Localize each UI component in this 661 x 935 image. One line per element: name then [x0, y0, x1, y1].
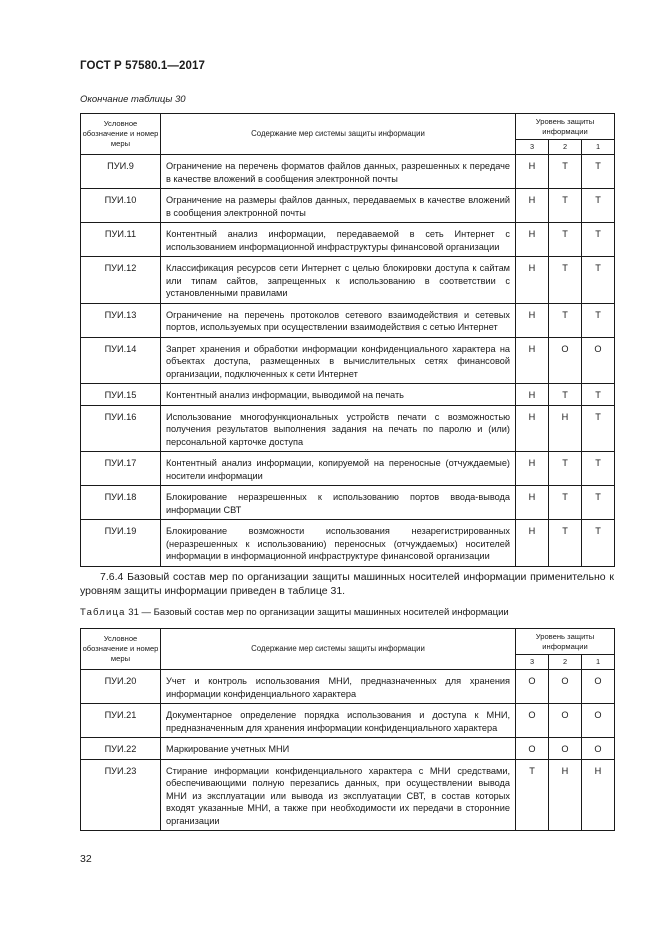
- level-3-value: О: [516, 704, 549, 738]
- level-1-value: О: [582, 704, 615, 738]
- level-2-value: О: [549, 704, 582, 738]
- table-row: [81, 486, 615, 520]
- level-1-value: Т: [582, 189, 615, 223]
- level-2-value: Т: [549, 257, 582, 304]
- document-header: ГОСТ Р 57580.1—2017: [80, 60, 205, 72]
- measure-description: Контентный анализ информации, выводимой на печать: [161, 384, 516, 406]
- level-2-value: О: [549, 670, 582, 704]
- table-31-caption: [80, 607, 509, 618]
- table-row: [81, 670, 615, 704]
- measure-description: Контентный анализ информации, копируемой на переносные (отчуждаемые) носители информации: [161, 452, 516, 486]
- column-header-level: Уровень защиты информации: [516, 114, 615, 140]
- measure-description: Использование многофункциональных устройств печати с возможностью получения результатов выполнения задания на печать по паролю и (или) персональной карточке доступа: [161, 405, 516, 452]
- table-31-caption-text: 31 — Базовый состав мер по организации защиты машинных носителей информации: [128, 607, 509, 618]
- level-1-value: Т: [582, 452, 615, 486]
- level-3-value: Н: [516, 486, 549, 520]
- level-3-value: О: [516, 738, 549, 760]
- table-row: [81, 704, 615, 738]
- measure-code: ПУИ.18: [81, 486, 161, 520]
- table-row: [81, 738, 615, 760]
- level-3-value: Н: [516, 303, 549, 337]
- measure-description: Ограничение на размеры файлов данных, передаваемых в качестве вложений в сообщения электронной почты: [161, 189, 516, 223]
- level-2-value: Т: [549, 223, 582, 257]
- level-1-value: Н: [582, 759, 615, 831]
- level-2-value: Т: [549, 452, 582, 486]
- measure-description: Стирание информации конфиденциального характера с МНИ средствами, обеспечивающими полную перезапись данных, при осуществлении вывода МНИ из эксплуатации или вывода из эксплуатации СВТ, в состав которых входят указанные МНИ, а также при необходимости их передачи в сторонние организации: [161, 759, 516, 831]
- table-30-caption: Окончание таблицы 30: [80, 94, 186, 105]
- column-header-content: Содержание мер системы защиты информации: [161, 114, 516, 155]
- table-30: [80, 113, 615, 567]
- measure-description: Классификация ресурсов сети Интернет с целью блокировки доступа к сайтам или типам сайтов, запрещенных к использованию в соответствии с установленными правилами: [161, 257, 516, 304]
- table-row: [81, 303, 615, 337]
- level-2-value: Т: [549, 384, 582, 406]
- level-3-value: Н: [516, 189, 549, 223]
- level-2-value: Н: [549, 759, 582, 831]
- level-3-header: 3: [516, 655, 549, 670]
- column-header-code: Условное обозначение и номер меры: [81, 114, 161, 155]
- measure-code: ПУИ.9: [81, 155, 161, 189]
- section-paragraph: [80, 570, 614, 598]
- table-31: [80, 628, 615, 831]
- table-row: [81, 337, 615, 384]
- paragraph-text: 7.6.4 Базовый состав мер по организации защиты машинных носителей информации применительно к уровням защиты информации приведен в таблице 31.: [80, 571, 614, 597]
- level-2-header: 2: [549, 140, 582, 155]
- measure-description: Маркирование учетных МНИ: [161, 738, 516, 760]
- level-3-value: Н: [516, 452, 549, 486]
- table-row: [81, 759, 615, 831]
- table-row: [81, 155, 615, 189]
- level-3-value: Н: [516, 155, 549, 189]
- measure-description: Ограничение на перечень форматов файлов данных, разрешенных к передаче в качестве вложений в сообщения электронной почты: [161, 155, 516, 189]
- level-1-value: Т: [582, 257, 615, 304]
- table-row: [81, 257, 615, 304]
- level-1-value: О: [582, 337, 615, 384]
- level-2-value: О: [549, 738, 582, 760]
- level-1-value: Т: [582, 223, 615, 257]
- level-2-value: Т: [549, 189, 582, 223]
- level-2-value: Т: [549, 486, 582, 520]
- level-2-value: Т: [549, 303, 582, 337]
- measure-description: Блокирование возможности использования незарегистрированных (неразрешенных к использованию) переносных (отчуждаемых) носителей информации в информационной инфраструктуре финансовой организации: [161, 520, 516, 567]
- level-2-value: Т: [549, 155, 582, 189]
- level-3-value: Н: [516, 405, 549, 452]
- table-row: [81, 189, 615, 223]
- table-row: [81, 520, 615, 567]
- measure-description: Контентный анализ информации, передаваемой в сеть Интернет с использованием информационной инфраструктуры финансовой организации: [161, 223, 516, 257]
- level-3-value: Н: [516, 520, 549, 567]
- table-row: [81, 384, 615, 406]
- level-1-value: О: [582, 738, 615, 760]
- measure-code: ПУИ.22: [81, 738, 161, 760]
- table-31-caption-label: Таблица: [80, 607, 126, 618]
- measure-code: ПУИ.16: [81, 405, 161, 452]
- level-3-value: Н: [516, 257, 549, 304]
- table-row: [81, 405, 615, 452]
- page-number: 32: [80, 853, 92, 865]
- measure-code: ПУИ.20: [81, 670, 161, 704]
- measure-description: Ограничение на перечень протоколов сетевого взаимодействия и сетевых портов, используемых при осуществлении взаимодействия с сетью Интернет: [161, 303, 516, 337]
- measure-code: ПУИ.12: [81, 257, 161, 304]
- table-row: [81, 452, 615, 486]
- measure-description: Запрет хранения и обработки информации конфиденциального характера на объектах доступа, размещенных в вычислительных сетях финансовой организации, подключенных к сети Интернет: [161, 337, 516, 384]
- measure-description: Документарное определение порядка использования и доступа к МНИ, предназначенным для хранения информации конфиденциального характера: [161, 704, 516, 738]
- level-3-header: 3: [516, 140, 549, 155]
- level-3-value: Н: [516, 337, 549, 384]
- level-1-header: 1: [582, 140, 615, 155]
- measure-code: ПУИ.14: [81, 337, 161, 384]
- level-1-value: Т: [582, 520, 615, 567]
- measure-code: ПУИ.21: [81, 704, 161, 738]
- level-2-value: Т: [549, 520, 582, 567]
- level-1-value: Т: [582, 155, 615, 189]
- level-3-value: Т: [516, 759, 549, 831]
- column-header-level: Уровень защиты информации: [516, 629, 615, 655]
- measure-code: ПУИ.13: [81, 303, 161, 337]
- measure-code: ПУИ.19: [81, 520, 161, 567]
- measure-description: Блокирование неразрешенных к использованию портов ввода-вывода информации СВТ: [161, 486, 516, 520]
- column-header-content: Содержание мер системы защиты информации: [161, 629, 516, 670]
- level-1-value: Т: [582, 384, 615, 406]
- level-2-value: Н: [549, 405, 582, 452]
- measure-code: ПУИ.17: [81, 452, 161, 486]
- measure-description: Учет и контроль использования МНИ, предназначенных для хранения информации конфиденциального характера: [161, 670, 516, 704]
- level-1-value: Т: [582, 303, 615, 337]
- level-3-value: О: [516, 670, 549, 704]
- measure-code: ПУИ.10: [81, 189, 161, 223]
- level-1-value: Т: [582, 405, 615, 452]
- level-2-header: 2: [549, 655, 582, 670]
- level-2-value: О: [549, 337, 582, 384]
- table-row: [81, 223, 615, 257]
- table-30-body: [81, 155, 615, 567]
- measure-code: ПУИ.23: [81, 759, 161, 831]
- level-3-value: Н: [516, 223, 549, 257]
- column-header-code: Условное обозначение и номер меры: [81, 629, 161, 670]
- level-3-value: Н: [516, 384, 549, 406]
- measure-code: ПУИ.15: [81, 384, 161, 406]
- level-1-value: О: [582, 670, 615, 704]
- level-1-header: 1: [582, 655, 615, 670]
- measure-code: ПУИ.11: [81, 223, 161, 257]
- table-31-body: [81, 670, 615, 831]
- level-1-value: Т: [582, 486, 615, 520]
